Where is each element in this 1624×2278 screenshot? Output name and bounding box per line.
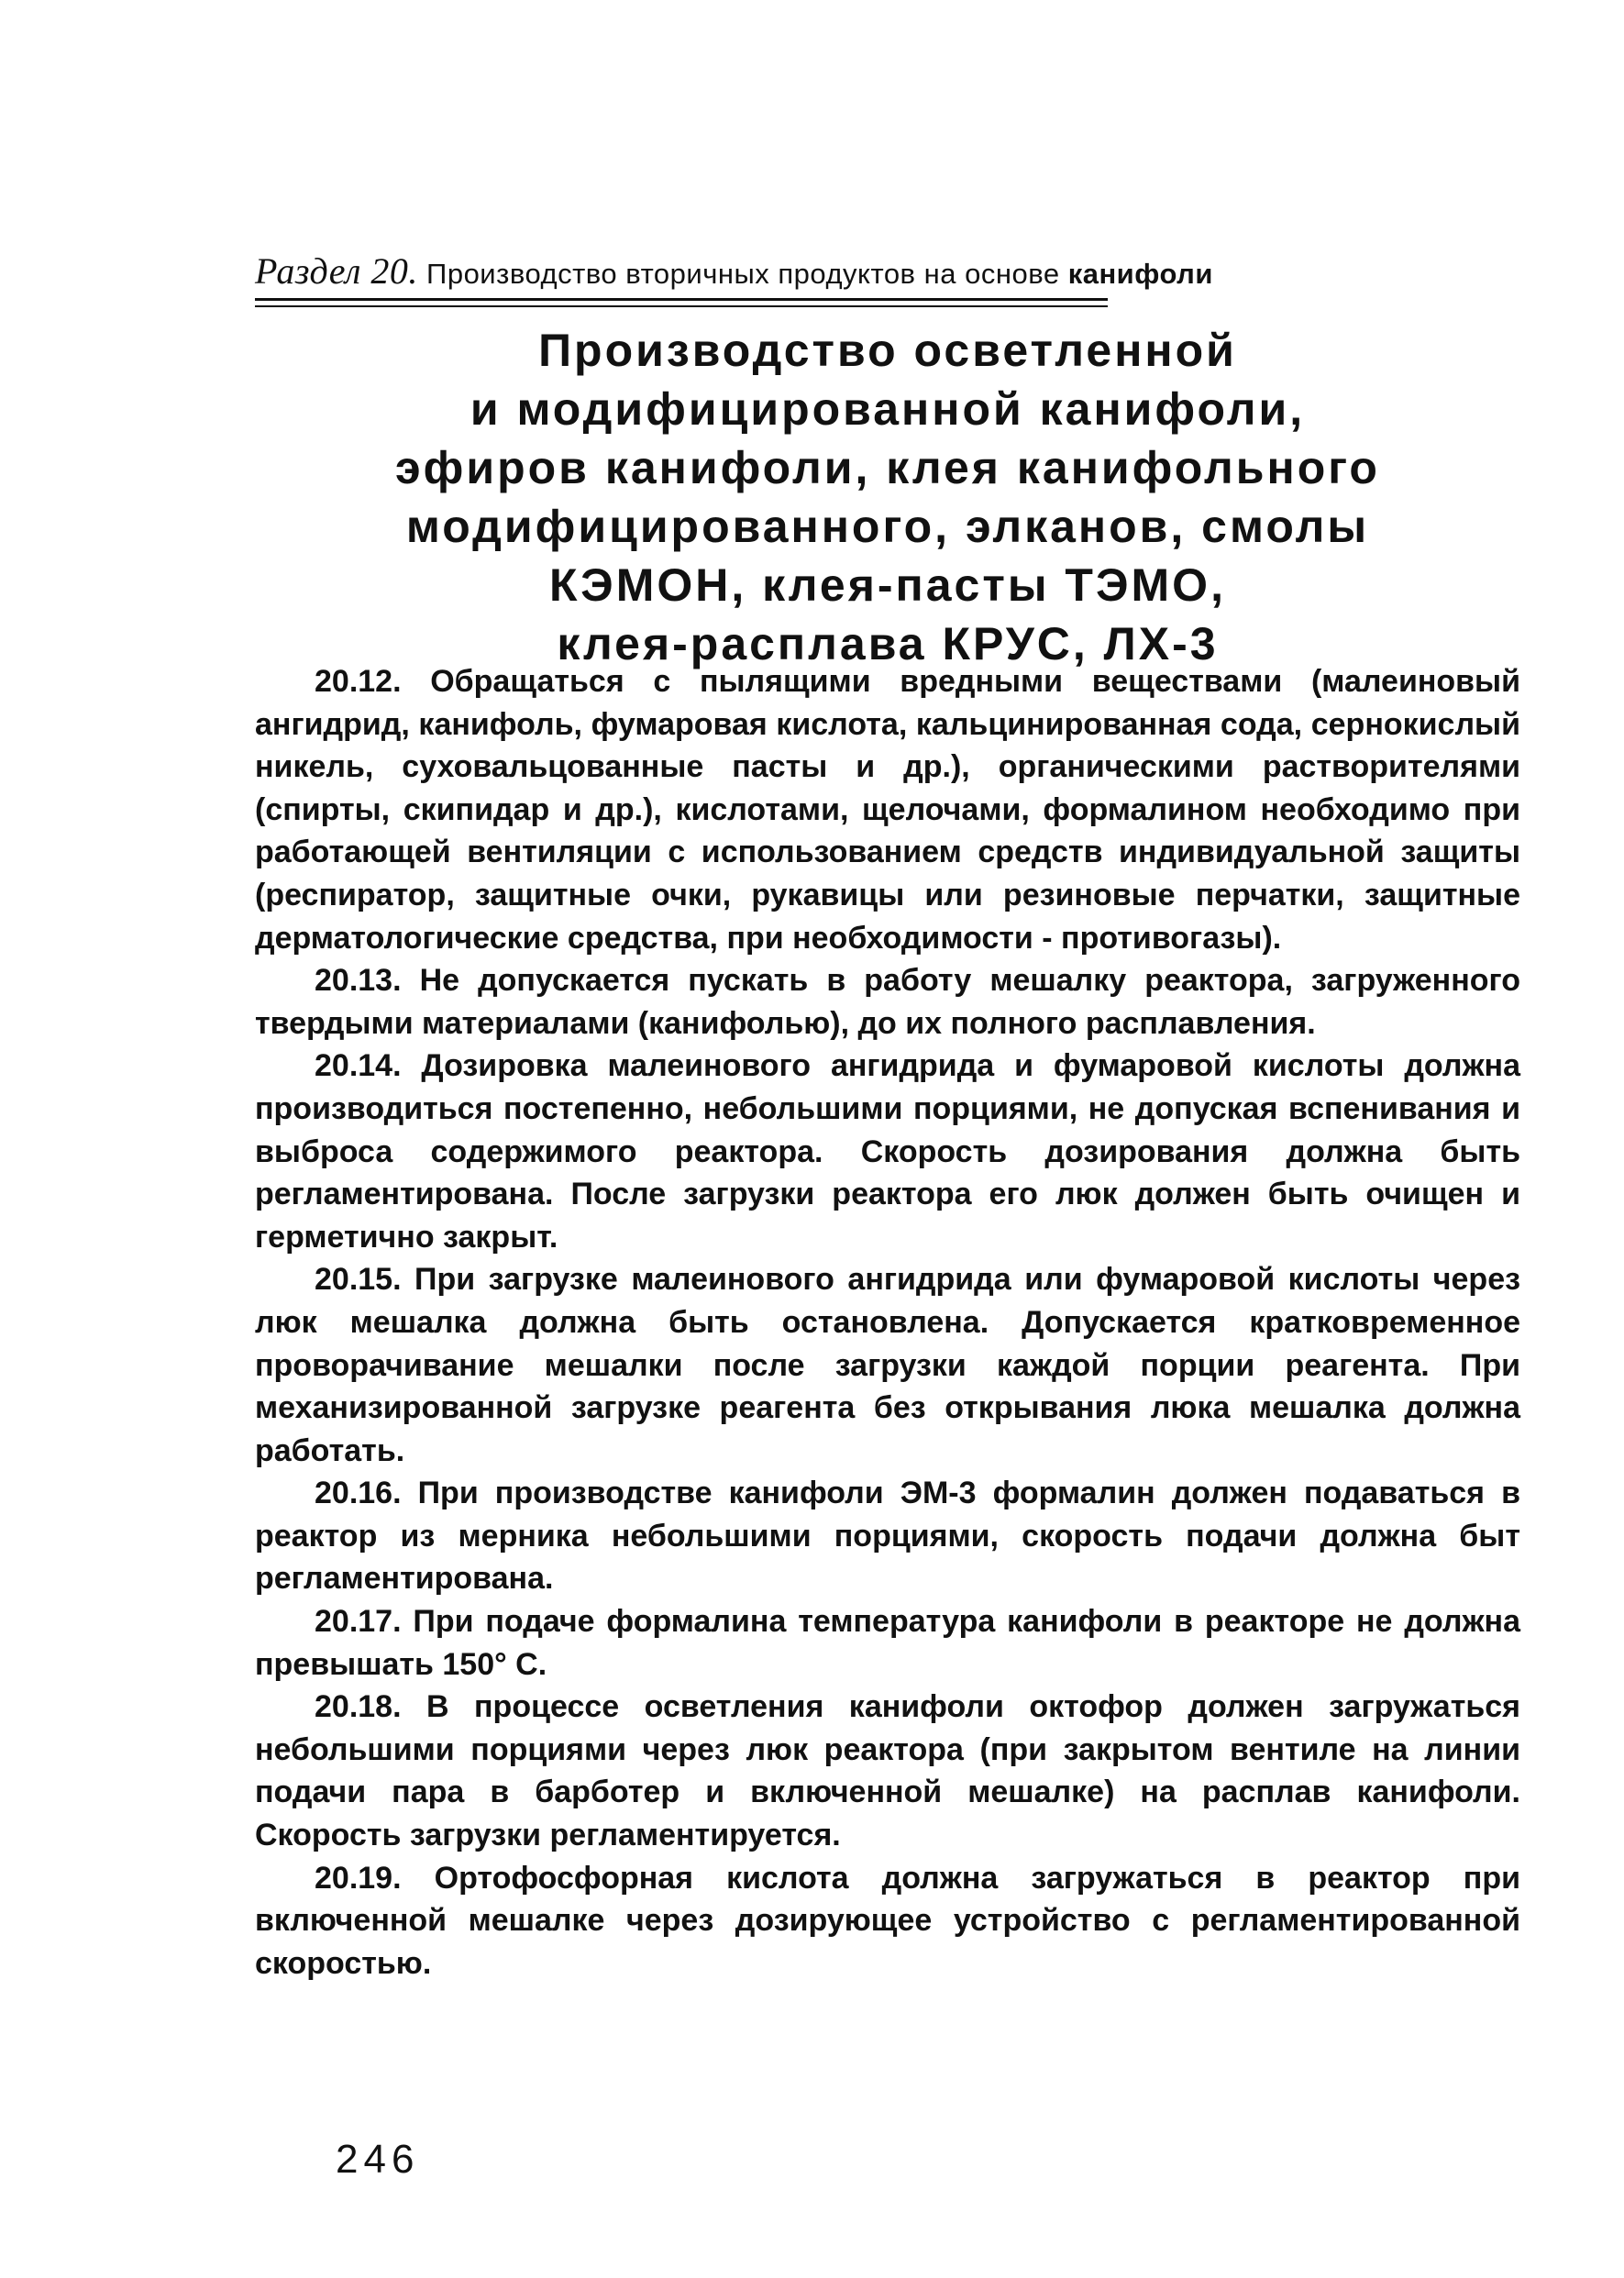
title-line: клея-расплава КРУС, ЛХ-3: [557, 618, 1219, 669]
header-rule-secondary: [255, 305, 1108, 307]
title-line: и модифицированной канифоли,: [470, 383, 1306, 435]
running-head: [255, 249, 1520, 293]
page-number: 246: [336, 2137, 420, 2182]
paragraph-20-19: 20.19. Ортофосфорная кислота должна загружаться в реактор при включенной мешалке через дозирующее устройство с регламентированной скоростью.: [255, 1860, 1520, 1981]
running-head-bold: канифоли: [1067, 258, 1213, 290]
header-rule: [255, 298, 1108, 301]
paragraph-20-18: 20.18. В процессе осветления канифоли октофор должен загружаться небольшими порциями через люк реактора (при закрытом вентиле на линии подачи пара в барботер и включенной мешалке) на расплав канифоли. Скорость загрузки регламентируется.: [255, 1689, 1520, 1853]
section-label: Раздел 20.: [255, 250, 418, 292]
body-text: [255, 660, 1520, 1985]
title-line: КЭМОН, клея-пасты ТЭМО,: [549, 559, 1226, 611]
paragraph-20-12: 20.12. Обращаться с пылящими вредными веществами (малеиновый ангидрид, канифоль, фумаровая кислота, кальцинированная сода, сернокислый никель, суховальцованные пасты и др.), органическими растворителями (спирты, скипидар и др.), кислотами, щелочами, формалином необходимо при работающей вентиляции с использованием средств индивидуальной защиты (респиратор, защитные очки, рукавицы или резиновые перчатки, защитные дерматологические средства, при необходимости - противогазы).: [255, 664, 1520, 956]
paragraph-20-17: 20.17. При подаче формалина температура канифоли в реакторе не должна превышать 150° С.: [255, 1604, 1520, 1682]
chapter-title: [255, 321, 1520, 673]
title-line: эфиров канифоли, клея канифольного: [395, 442, 1380, 493]
paragraph-20-15: 20.15. При загрузке малеинового ангидрида или фумаровой кислоты через люк мешалка должна быть остановлена. Допускается кратковременное проворачивание мешалки после загрузки каждой порции реагента. При механизированной загрузке реагента без открывания люка мешалка должна работать.: [255, 1262, 1520, 1468]
title-line: Производство осветленной: [538, 325, 1237, 376]
paragraph-20-16: 20.16. При производстве канифоли ЭМ-3 формалин должен подаваться в реактор из мерника небольшими порциями, скорость подачи должна быт регламентирована.: [255, 1476, 1520, 1597]
paragraph-20-14: 20.14. Дозировка малеинового ангидрида и фумаровой кислоты должна производиться постепенно, небольшими порциями, не допуская вспенивания и выброса содержимого реактора. Скорость дозирования должна быть регламентирована. После загрузки реактора его люк должен быть очищен и герметично закрыт.: [255, 1048, 1520, 1255]
title-line: модифицированного, элканов, смолы: [405, 501, 1370, 552]
running-head-text: Производство вторичных продуктов на основе: [426, 258, 1060, 290]
paragraph-20-13: 20.13. Не допускается пускать в работу мешалку реактора, загруженного твердыми материалами (канифолью), до их полного расплавления.: [255, 963, 1520, 1041]
